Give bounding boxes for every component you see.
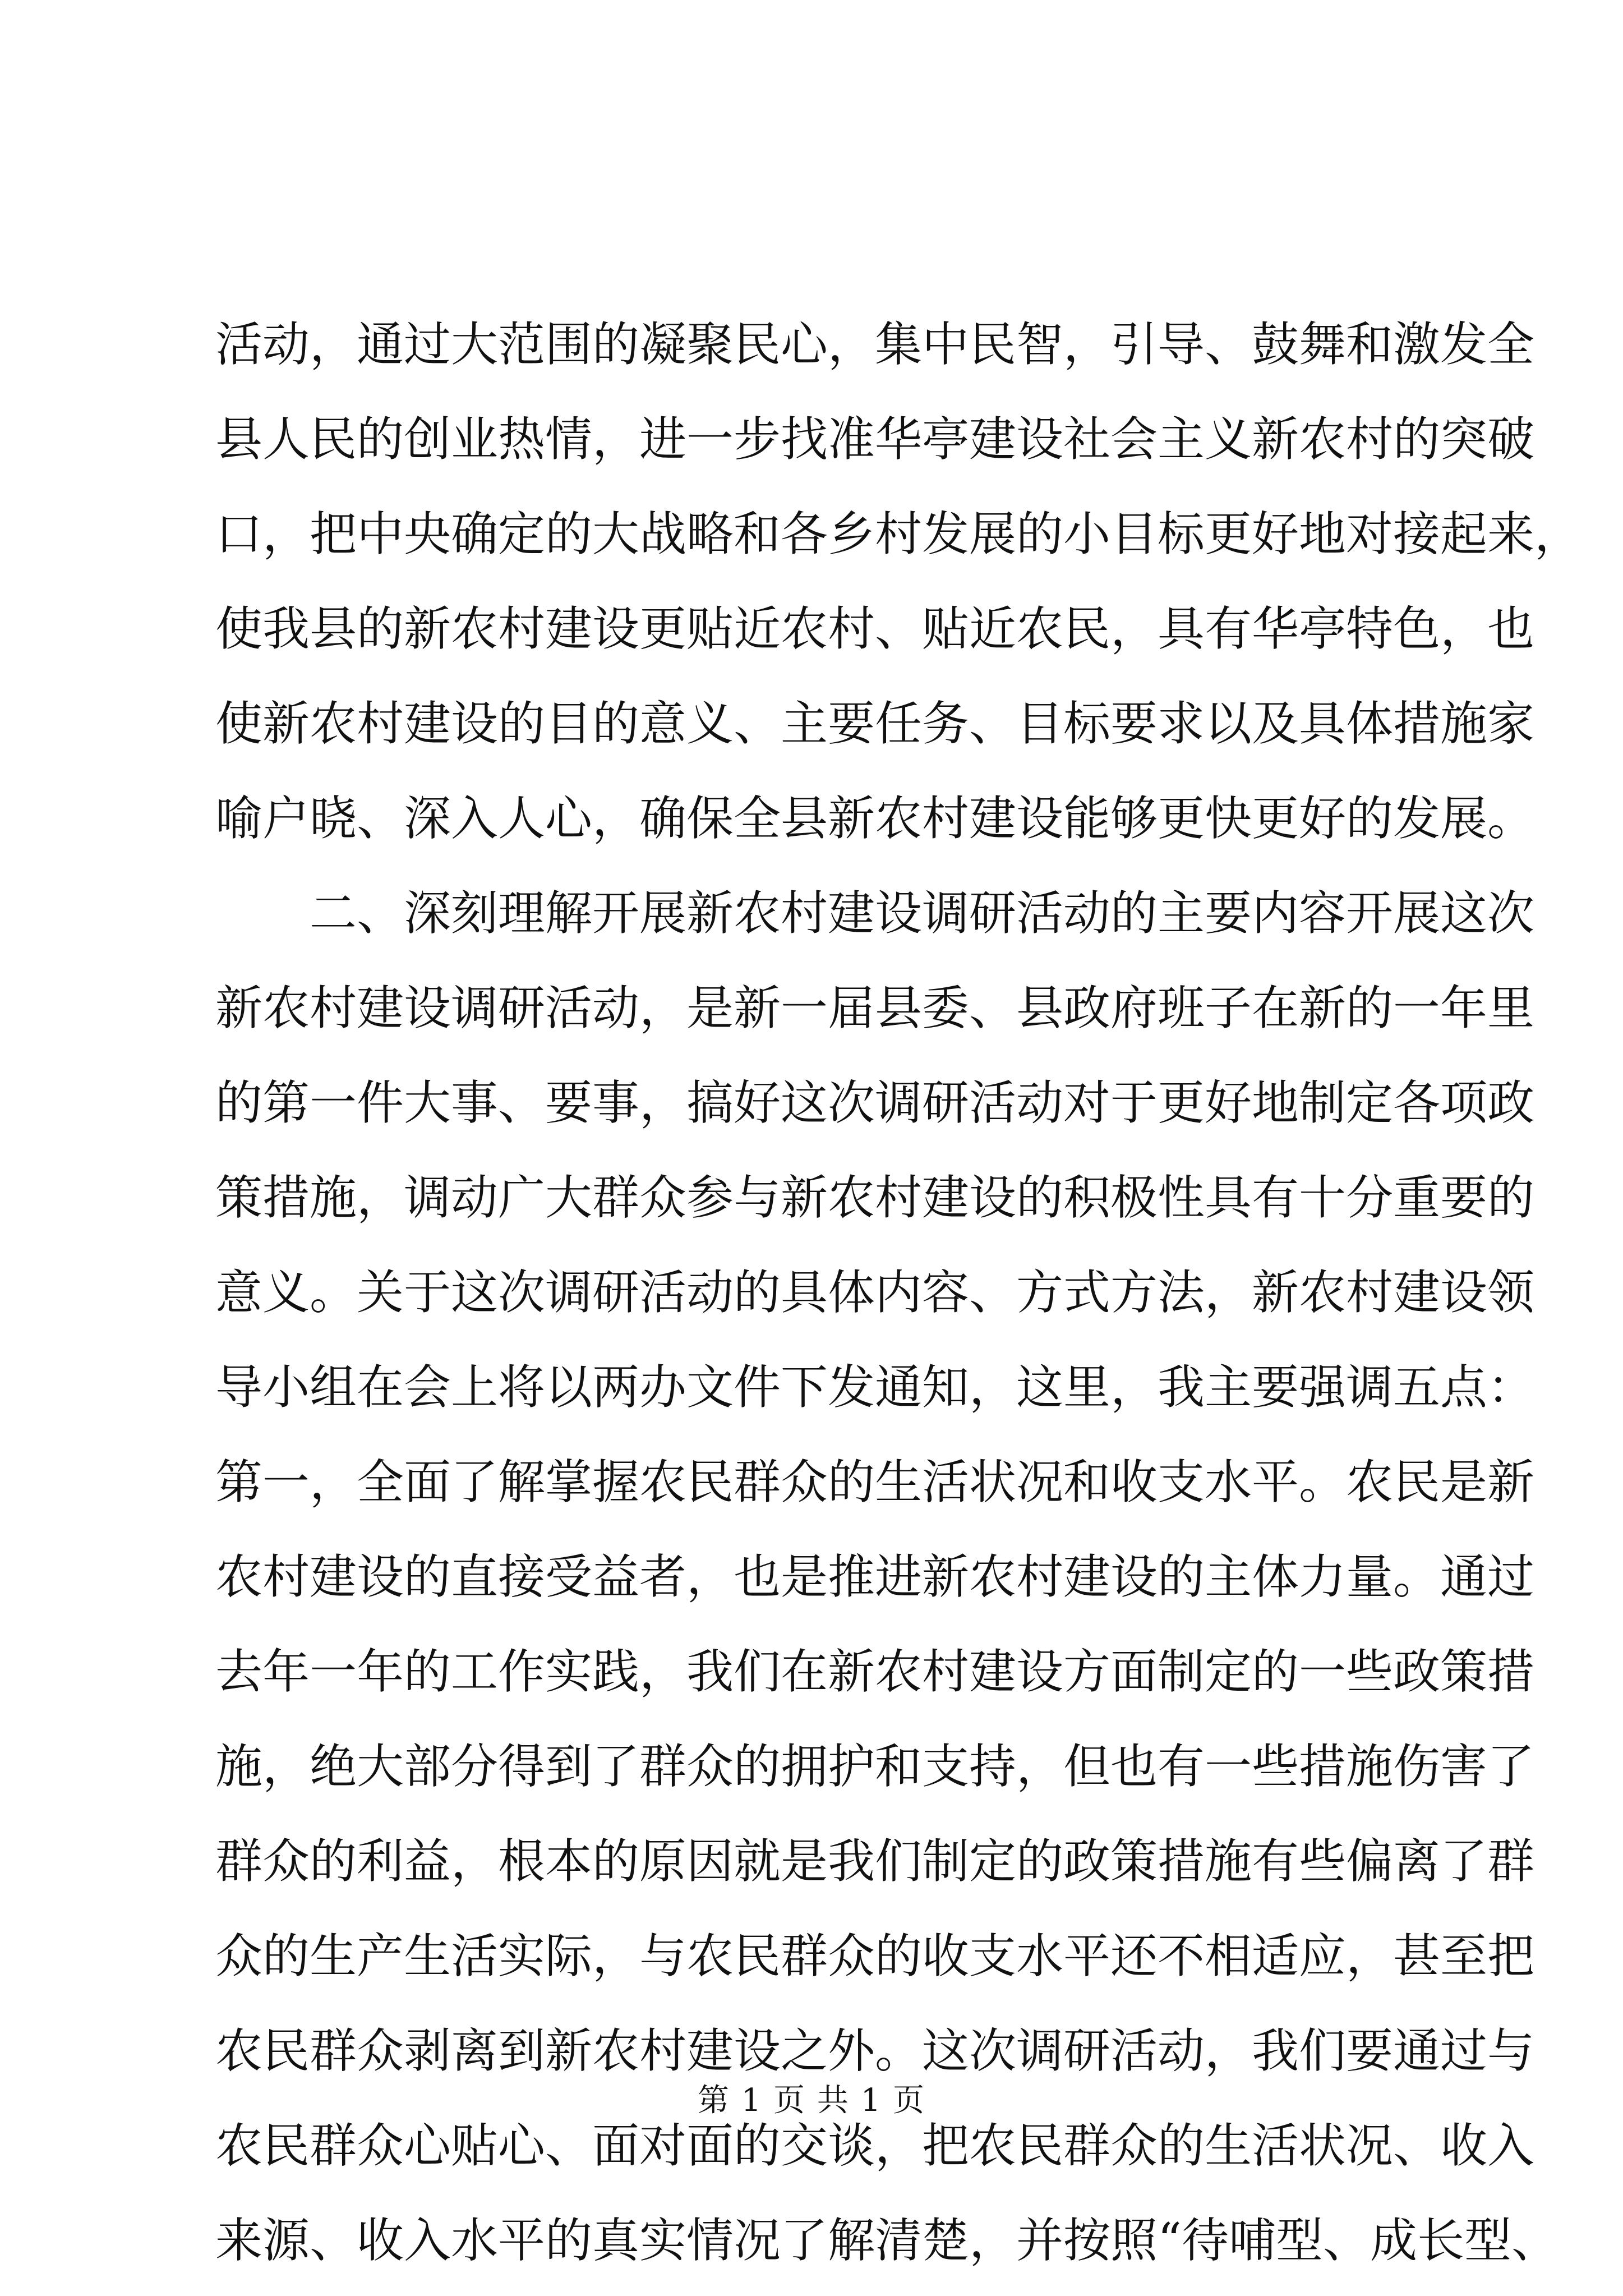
text-line: 使新农村建设的目的意义、主要任务、目标要求以及具体措施家	[215, 696, 1535, 751]
text-line: 众的生产生活实际，与农民群众的收支水平还不相适应，甚至把	[215, 1929, 1535, 1984]
text-line: 来源、收入水平的真实情况了解清楚，并按照“待哺型、成长型、	[215, 2213, 1559, 2268]
text-line: 策措施，调动广大群众参与新农村建设的积极性具有十分重要的	[215, 1170, 1535, 1225]
text-line: 县人民的创业热情，进一步找准华亭建设社会主义新农村的突破	[215, 412, 1535, 467]
body-text	[215, 297, 1582, 2288]
text-line: 第一，全面了解掌握农民群众的生活状况和收支水平。农民是新	[215, 1455, 1535, 1510]
text-line: 农民群众剥离到新农村建设之外。这次调研活动，我们要通过与	[215, 2023, 1535, 2078]
text-line: 口，把中央确定的大战略和各乡村发展的小目标更好地对接起来，	[215, 507, 1582, 562]
text-line: 使我县的新农村建设更贴近农村、贴近农民，具有华亭特色，也	[215, 601, 1535, 656]
text-line: 二、深刻理解开展新农村建设调研活动的主要内容开展这次	[310, 886, 1535, 941]
text-line: 新农村建设调研活动，是新一届县委、县政府班子在新的一年里	[215, 981, 1535, 1036]
text-line: 去年一年的工作实践，我们在新农村建设方面制定的一些政策措	[215, 1644, 1535, 1699]
text-line: 群众的利益，根本的原因就是我们制定的政策措施有些偏离了群	[215, 1834, 1535, 1889]
text-line: 导小组在会上将以两办文件下发通知，这里，我主要强调五点：	[215, 1360, 1535, 1415]
text-line: 农村建设的直接受益者，也是推进新农村建设的主体力量。通过	[215, 1549, 1535, 1604]
text-line: 施，绝大部分得到了群众的拥护和支持，但也有一些措施伤害了	[215, 1739, 1535, 1794]
text-line: 喻户晓、深入人心，确保全县新农村建设能够更快更好的发展。	[215, 791, 1535, 846]
text-line: 农民群众心贴心、面对面的交谈，把农民群众的生活状况、收入	[215, 2118, 1535, 2173]
text-line: 的第一件大事、要事，搞好这次调研活动对于更好地制定各项政	[215, 1075, 1535, 1130]
page-number-footer: 第 1 页 共 1 页	[697, 2082, 926, 2119]
text-line: 意义。关于这次调研活动的具体内容、方式方法，新农村建设领	[215, 1265, 1535, 1320]
text-line: 活动，通过大范围的凝聚民心，集中民智，引导、鼓舞和激发全	[215, 317, 1535, 372]
